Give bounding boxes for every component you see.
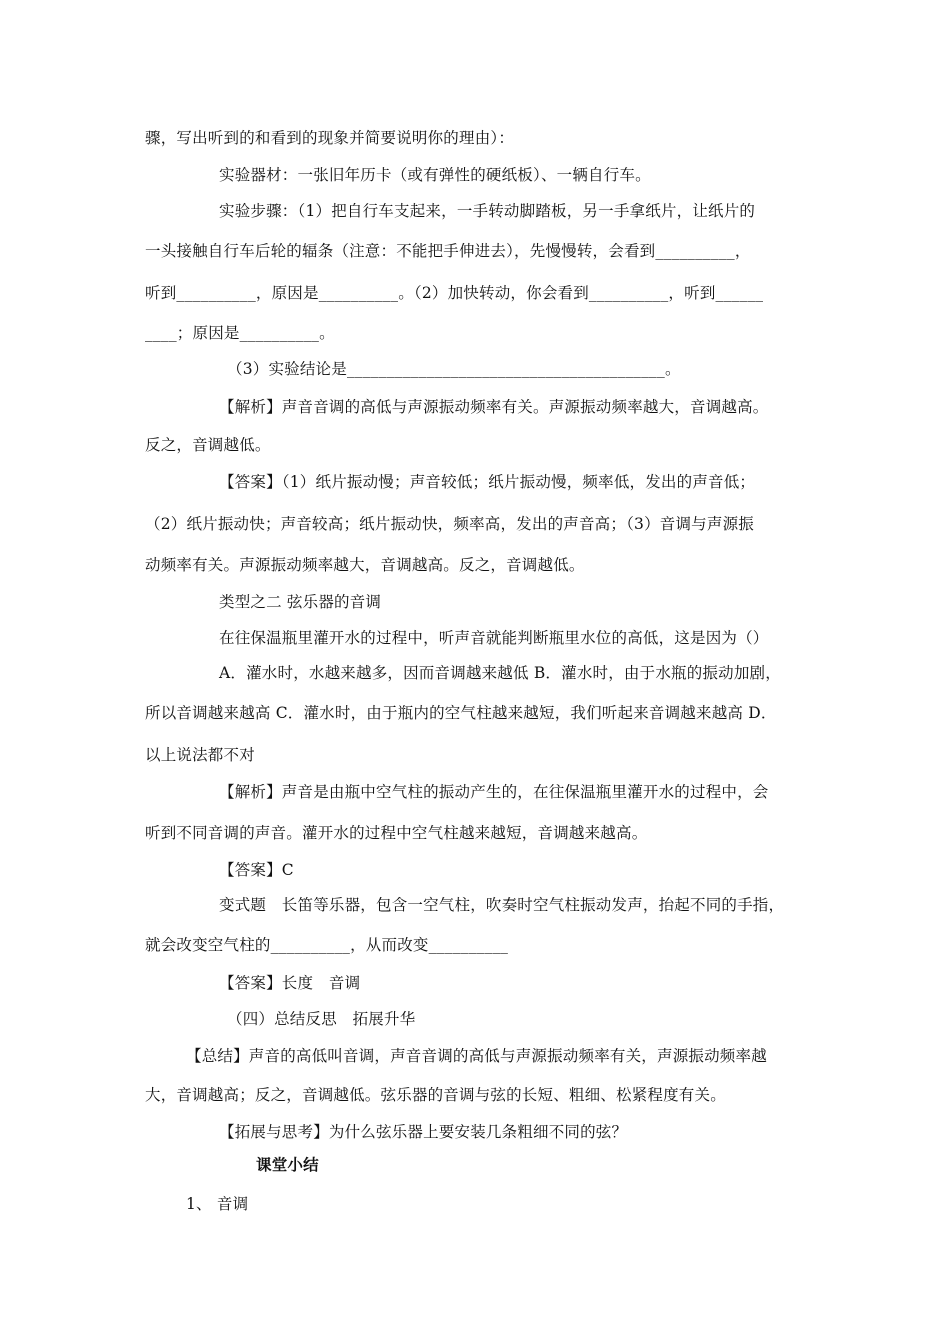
analysis2-line-1: 【解析】声音是由瓶中空气柱的振动产生的，在往保温瓶里灌开水的过程中，会 [219, 783, 769, 801]
analysis-line-2: 反之，音调越低。 [145, 436, 271, 454]
class-summary-heading: 课堂小结 [256, 1155, 319, 1174]
answer-line-1: 【答案】（1）纸片振动慢；声音较低；纸片振动慢，频率低，发出的声音低； [219, 473, 756, 491]
answer2-line: 【答案】C [219, 861, 294, 879]
question-options-line-1: A．灌水时，水越来越多，因而音调越来越低 B．灌水时，由于水瓶的振动加剧， [219, 664, 781, 682]
text-line-2: 实验器材：一张旧年历卡（或有弹性的硬纸板）、一辆自行车。 [219, 166, 651, 184]
answer-line-2: （2）纸片振动快；声音较高；纸片振动快，频率高，发出的声音高；（3）音调与声源振 [145, 515, 754, 533]
summary-line-1: 【总结】声音的高低叫音调，声音音调的高低与声源振动频率有关，声源振动频率越 [186, 1047, 767, 1065]
extension-line: 【拓展与思考】为什么弦乐器上要安装几条粗细不同的弦？ [219, 1123, 628, 1141]
answer-line-3: 动频率有关。声源振动频率越大，音调越高。反之，音调越低。 [145, 556, 585, 574]
answer3-line: 【答案】长度 音调 [219, 974, 361, 992]
text-line-3: 实验步骤：（1）把自行车支起来，一手转动脚踏板，另一手拿纸片，让纸片的 [219, 202, 756, 220]
summary-item-1: 1、 音调 [186, 1195, 249, 1213]
text-line-7: （3）实验结论是________________________________________。 [227, 360, 681, 378]
text-line-6: ____；原因是__________。 [145, 324, 335, 342]
text-line-5: 听到__________，原因是__________。（2）加快转动，你会看到__________，听到______ [145, 284, 764, 302]
summary-line-2: 大，音调越高；反之，音调越低。弦乐器的音调与弦的长短、粗细、松紧程度有关。 [145, 1086, 726, 1104]
analysis2-line-2: 听到不同音调的声音。灌开水的过程中空气柱越来越短，音调越来越高。 [145, 824, 648, 842]
text-line-4: 一头接触自行车后轮的辐条（注意：不能把手伸进去），先慢慢转，会看到__________， [145, 242, 751, 260]
analysis-line-1: 【解析】声音音调的高低与声源振动频率有关。声源振动频率越大，音调越高。 [219, 398, 769, 416]
section-heading-summary: （四）总结反思 拓展升华 [227, 1010, 416, 1028]
text-line-1: 骤，写出听到的和看到的现象并简要说明你的理由）： [145, 129, 515, 147]
question-options-line-3: 以上说法都不对 [145, 746, 255, 764]
question-options-line-2: 所以音调越来越高 C．灌水时，由于瓶内的空气柱越来越短，我们听起来音调越来越高 D． [145, 704, 777, 722]
variant-question-line-2: 就会改变空气柱的__________，从而改变__________ [145, 936, 509, 954]
section-heading-type2: 类型之二 弦乐器的音调 [219, 593, 382, 611]
variant-question-line-1: 变式题 长笛等乐器，包含一空气柱，吹奏时空气柱振动发声，抬起不同的手指， [219, 896, 785, 914]
question-stem: 在往保温瓶里灌开水的过程中，听声音就能判断瓶里水位的高低，这是因为（） [219, 629, 769, 647]
